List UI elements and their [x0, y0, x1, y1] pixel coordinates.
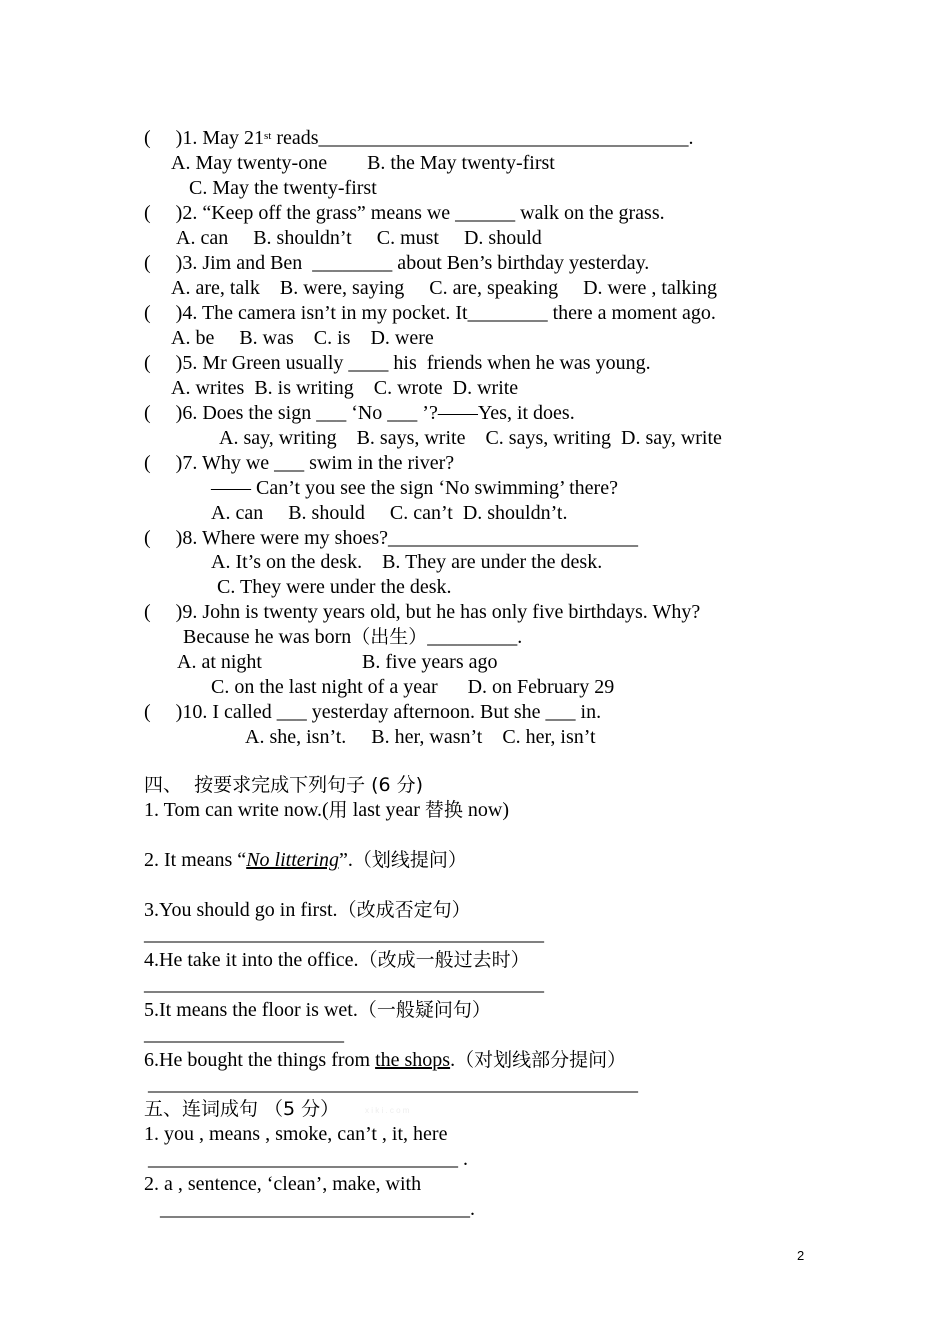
- q1-options-line2: C. May the twenty-first: [189, 177, 377, 199]
- sec5-answer-line1: _______________________________ .: [148, 1148, 468, 1170]
- q6-options: A. say, writing B. says, write C. says, writing D. say, write: [219, 427, 722, 449]
- q1-stem-end: reads_____________________________________.: [271, 127, 694, 149]
- sec4-item3-text: 3.You should go in first.: [144, 899, 338, 921]
- q1-stem-start: ( )1. May 21: [144, 127, 264, 149]
- sec5-answer-line2: _______________________________.: [160, 1198, 475, 1220]
- sec5-item2: 2. a , sentence, ‘clean’, make, with: [144, 1173, 422, 1195]
- sec4-item4-cjk: （改成一般过去时）: [358, 949, 530, 971]
- sec4-item6-cjk: （对划线部分提问）: [455, 1049, 627, 1071]
- q7-dialogue: —— Can’t you see the sign ‘No swimming’ there?: [211, 477, 618, 499]
- sec4-item4-text: 4.He take it into the office.: [144, 949, 359, 971]
- sec4-answer-line6: _________________________________________________: [148, 1073, 638, 1095]
- q4-options: A. be B. was C. is D. were: [171, 327, 434, 349]
- sec4-item6-underlined: the shops: [375, 1049, 451, 1071]
- q5-stem: ( )5. Mr Green usually ____ his friends when he was young.: [144, 352, 651, 374]
- sec4-item2-end: ”.: [338, 849, 353, 871]
- q9-stem: ( )9. John is twenty years old, but he has only five birthdays. Why?: [144, 601, 701, 623]
- sec4-item2-underlined: No littering: [246, 849, 339, 871]
- sec4-answer-line4: ________________________________________: [144, 973, 544, 995]
- q1-superscript: st: [263, 130, 272, 142]
- q8-options-line1: A. It’s on the desk. B. They are under the desk.: [211, 551, 603, 573]
- q3-options: A. are, talk B. were, saying C. are, speaking D. were , talking: [171, 277, 717, 299]
- q9-stem-line2: [183, 625, 522, 649]
- sec4-item1: [144, 798, 509, 822]
- sec4-item1-mid: last year: [347, 799, 425, 821]
- sec4-item1-cjk2: 替换: [424, 799, 463, 821]
- q9-cjk-note: （出生）: [351, 626, 428, 648]
- q10-stem: ( )10. I called ___ yesterday afternoon. But she ___ in.: [144, 701, 602, 723]
- sec5-item1: 1. you , means , smoke, can’t , it, here: [144, 1123, 448, 1145]
- q10-options: A. she, isn’t. B. her, wasn’t C. her, isn’t: [245, 726, 596, 748]
- sec4-item5: [144, 998, 491, 1022]
- q9-because: Because he was born: [183, 626, 352, 648]
- sec4-item5-text: 5.It means the floor is wet.: [144, 999, 358, 1021]
- q4-stem: ( )4. The camera isn’t in my pocket. It________ there a moment ago.: [144, 302, 716, 324]
- q5-options: A. writes B. is writing C. wrote D. write: [171, 377, 519, 399]
- q7-options: A. can B. should C. can’t D. shouldn’t.: [211, 502, 568, 524]
- q9-blank: _________.: [427, 626, 523, 648]
- sec4-item6-start: 6.He bought the things from: [144, 1049, 376, 1071]
- sec4-item1-end: now): [462, 799, 509, 821]
- sec4-item6-end: .: [450, 1049, 456, 1071]
- sec4-item2: [144, 848, 467, 872]
- sec4-item1-start: 1. Tom can write now.(: [144, 799, 329, 821]
- watermark: x i k i . c o m: [365, 1106, 410, 1115]
- sec4-item6: [144, 1048, 626, 1072]
- q9-options-line1: A. at night B. five years ago: [177, 651, 498, 673]
- sec4-item3: [144, 898, 471, 922]
- sec4-answer-line5: ____________________: [144, 1023, 344, 1045]
- section4-heading: 四、 按要求完成下列句子 (6 分): [144, 774, 424, 796]
- sec4-item1-cjk1: 用: [328, 799, 348, 821]
- sec4-answer-line3: ________________________________________: [144, 923, 544, 945]
- sec4-item5-cjk: （一般疑问句）: [357, 999, 491, 1021]
- q9-options-line2: C. on the last night of a year D. on February 29: [211, 676, 615, 698]
- q7-stem: ( )7. Why we ___ swim in the river?: [144, 452, 455, 474]
- page-number: 2: [797, 1248, 805, 1263]
- q1-stem: [144, 126, 694, 150]
- sec4-item3-cjk: （改成否定句）: [337, 899, 471, 921]
- q8-stem: ( )8. Where were my shoes?_________________________: [144, 527, 638, 549]
- section5-heading: 五、连词成句 （5 分）: [144, 1098, 340, 1120]
- q6-stem: ( )6. Does the sign ___ ‘No ___ ’?——Yes, it does.: [144, 402, 575, 424]
- sec4-item2-cjk: （划线提问）: [352, 849, 467, 871]
- q3-stem: ( )3. Jim and Ben ________ about Ben’s birthday yesterday.: [144, 252, 650, 274]
- q8-options-line2: C. They were under the desk.: [217, 576, 452, 598]
- sec4-item2-start: 2. It means “: [144, 849, 247, 871]
- sec4-item4: [144, 948, 530, 972]
- q1-options-line1: A. May twenty-one B. the May twenty-first: [171, 152, 555, 174]
- q2-options: A. can B. shouldn’t C. must D. should: [176, 227, 542, 249]
- q2-stem: ( )2. “Keep off the grass” means we ______ walk on the grass.: [144, 202, 665, 224]
